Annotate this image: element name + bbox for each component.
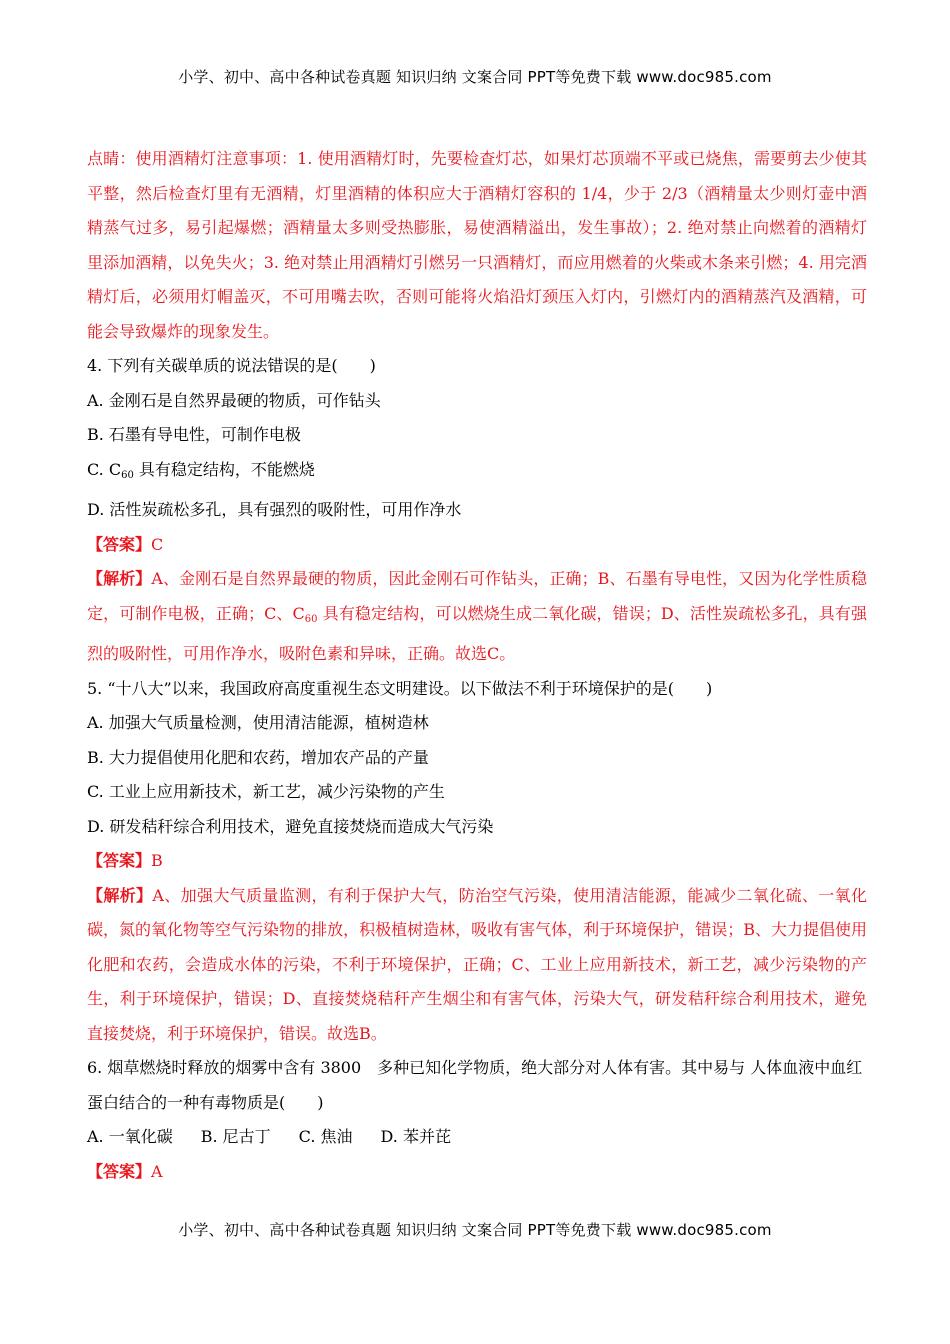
page-footer: 小学、初中、高中各种试卷真题 知识归纳 文案合同 PPT等免费下载 www.doc985.com [178, 1221, 772, 1239]
analysis-label: 【解析】 [87, 885, 153, 905]
question-4 [87, 349, 867, 672]
page-header: 小学、初中、高中各种试卷真题 知识归纳 文案合同 PPT等免费下载 www.doc985.com [178, 68, 772, 86]
option-c-subscript: 60 [121, 469, 134, 481]
question-6-option-a: A. 一氧化碳 [87, 1127, 173, 1146]
question-5-option-a: A. 加强大气质量检测，使用清洁能源，植树造林 [87, 713, 429, 732]
question-4-option-a: A. 金刚石是自然界最硬的物质，可作钻头 [87, 390, 381, 410]
question-4-option-d: D. 活性炭疏松多孔，具有强烈的吸附性，可用作净水 [87, 500, 462, 519]
question-6-stem: 6. 烟草燃烧时释放的烟雾中含有 3800 多种已知化学物质，绝大部分对人体有害。其中易与 人体血液中血红蛋白结合的一种有毒物质是( ) [87, 1058, 863, 1112]
question-6-option-b: B. 尼古丁 [200, 1127, 271, 1146]
question-5 [87, 672, 867, 1052]
analysis-text-post: 具有稳定结构，可以燃烧生成二氧化碳，错误；D、活性炭疏松多孔，具有强烈的吸附性，可用作净水，吸附色素和异味，正确。故选C。 [87, 603, 867, 663]
answer-value: C [151, 534, 164, 554]
question-6-option-d: D. 苯并芘 [380, 1127, 451, 1146]
question-4-option-c [87, 453, 867, 494]
analysis-text-pre: A、金刚石是自然界最硬的物质，因此金刚石可作钻头，正确；B、石墨有导电性，又因为化学性质稳定，可制作电极，正确；C、C [87, 569, 867, 623]
answer-label: 【答案】 [87, 1161, 152, 1181]
answer-value: B [151, 851, 163, 870]
question-4-analysis [87, 562, 867, 672]
question-6-answer [87, 1155, 867, 1190]
question-5-option-d: D. 研发秸秆综合利用技术，避免直接焚烧而造成大气污染 [87, 816, 494, 836]
question-5-option-c: C. 工业上应用新技术，新工艺，减少污染物的产生 [87, 782, 445, 801]
answer-label: 【答案】 [87, 851, 152, 870]
question-5-option-b: B. 大力提倡使用化肥和农药，增加农产品的产量 [87, 747, 429, 767]
question-5-stem: 5. “十八大”以来，我国政府高度重视生态文明建设。以下做法不利于环境保护的是( ) [87, 678, 713, 698]
question-5-answer [87, 844, 867, 879]
answer-value: A [151, 1161, 163, 1181]
option-c-suffix: 具有稳定结构，不能燃烧 [133, 459, 315, 479]
option-c-prefix: C. C [87, 459, 122, 479]
tip-paragraph: 点睛：使用酒精灯注意事项：1. 使用酒精灯时，先要检查灯芯，如果灯芯顶端不平或已烧焦，需要剪去少使其平整，然后检查灯里有无酒精，灯里酒精的体积应大于酒精灯容积的 1/4，少于 2/3（酒精量太少则灯壶中酒精蒸气过多，易引起爆燃；酒精量太多则受热膨胀，易使酒精溢出，发生事故）；2. 绝对禁止向燃着的酒精灯里添加酒精，以免失火；3. 绝对禁止用酒精灯引燃另一只酒精灯，而应用燃着的火柴或木条来引燃；4. 用完酒精灯后，必须用灯帽盖灭，不可用嘴去吹，否则可能将火焰沿灯颈压入灯内，引燃灯内的酒精蒸汽及酒精，可能会导致爆炸的现象发生。 [87, 149, 867, 341]
question-5-analysis [87, 879, 867, 1052]
question-4-answer [87, 528, 867, 563]
analysis-subscript: 60 [304, 613, 318, 625]
page-content [87, 142, 867, 1189]
analysis-text: A、加强大气质量监测，有利于保护大气，防治空气污染，使用清洁能源，能减少二氧化硫、一氧化碳，氮的氧化物等空气污染物的排放，积极植树造林，吸收有害气体，利于环境保护，错误；B、大力提倡使用化肥和农药，会造成水体的污染，不利于环境保护，正确；C、工业上应用新技术，新工艺，减少污染物的产生，利于环境保护，错误；D、直接焚烧秸秆产生烟尘和有害气体，污染大气，研发秸秆综合利用技术，避免直接焚烧，利于环境保护，错误。故选B。 [87, 885, 867, 1043]
analysis-label: 【解析】 [87, 569, 152, 588]
question-6-options [87, 1120, 867, 1155]
answer-label: 【答案】 [87, 534, 152, 554]
question-4-stem: 4. 下列有关碳单质的说法错误的是( ) [87, 356, 376, 375]
question-6-option-c: C. 焦油 [298, 1127, 353, 1146]
question-4-option-b: B. 石墨有导电性，可制作电极 [87, 425, 301, 444]
question-6 [87, 1051, 867, 1189]
